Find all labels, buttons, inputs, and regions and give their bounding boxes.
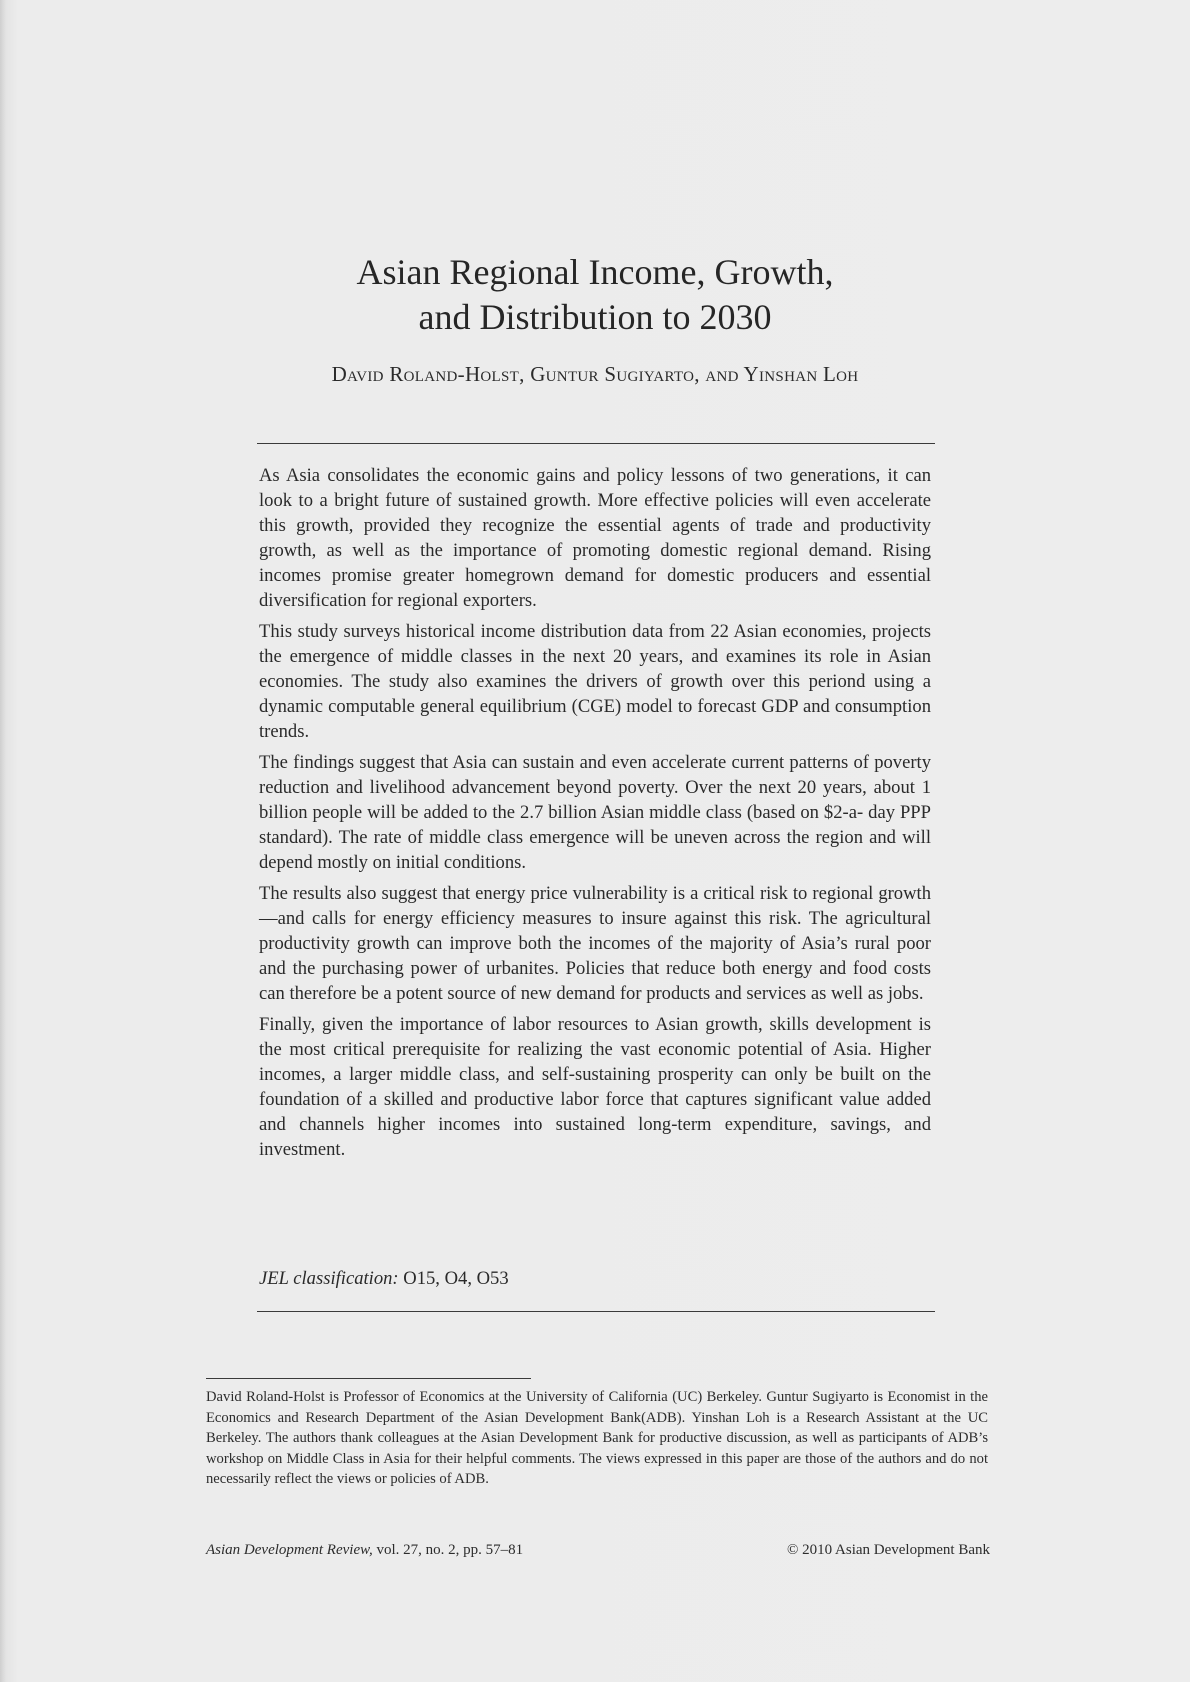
abstract <box>259 463 931 1168</box>
paper-title-line-2: and Distribution to 2030 <box>418 297 772 337</box>
abstract-paragraph: Finally, given the importance of labor resources to Asian growth, skills development is the most critical prerequisite for realizing the vast economic potential of Asia. Higher incomes, a larger middle class, and self-sustaining prosperity can only be built on the foundation of a skilled and productive labor force that captures significant value added and channels higher incomes into sustained long-term expenditure, savings, and investment. <box>259 1014 931 1160</box>
jel-label: JEL classification: <box>259 1268 399 1289</box>
jel-classification <box>259 1268 509 1290</box>
footnote-rule <box>206 1378 531 1379</box>
abstract-bottom-rule <box>257 1311 935 1312</box>
journal-name: Asian Development Review, <box>206 1542 373 1558</box>
abstract-paragraph: As Asia consolidates the economic gains and policy lessons of two generations, it can look to a bright future of sustained growth. More effective policies will even accelerate this growth, provided they recognize the essential agents of trade and productivity growth, as well as the importance of promoting domestic regional demand. Rising incomes promise greater homegrown demand for domestic producers and essential diversification for regional exporters. <box>259 465 931 611</box>
abstract-paragraph: The findings suggest that Asia can sustain and even accelerate current patterns of poverty reduction and livelihood advancement beyond poverty. Over the next 20 years, about 1 billion people will be added to the 2.7 billion Asian middle class (based on $2-a- day PPP standard). The rate of middle class emergence will be uneven across the region and will depend mostly on initial conditions. <box>259 752 931 873</box>
paper-authors: David Roland-Holst, Guntur Sugiyarto, and Yinshan Loh <box>331 362 859 386</box>
abstract-top-rule <box>257 443 935 444</box>
paper-title-line-1: Asian Regional Income, Growth, <box>356 252 834 292</box>
abstract-paragraph: The results also suggest that energy price vulnerability is a critical risk to regional growth—and calls for energy efficiency measures to insure against this risk. The agricultural productivity growth can improve both the incomes of the majority of Asia’s rural poor and the purchasing power of urbanites. Policies that reduce both energy and food costs can therefore be a potent source of new demand for products and services as well as jobs. <box>259 883 931 1004</box>
abstract-paragraph: This study surveys historical income distribution data from 22 Asian economies, projects the emergence of middle classes in the next 20 years, and examines its role in Asian economies. The study also examines the drivers of growth over this periond using a dynamic computable general equilibrium (CGE) model to forecast GDP and consumption trends. <box>259 621 931 742</box>
paper-title <box>0 250 1190 340</box>
author-footnote: David Roland-Holst is Professor of Economics at the University of California (UC) Berkeley. Guntur Sugiyarto is Economist in the Economics and Research Department of the Asian Development Bank(ADB). Yinshan Loh is a Research Assistant at the UC Berkeley. The authors thank colleagues at the Asian Development Bank for productive discussion, as well as participants of ADB’s workshop on Middle Class in Asia for their helpful comments. The views expressed in this paper are those of the authors and do not necessarily reflect the views or policies of ADB. <box>206 1389 988 1487</box>
jel-codes: O15, O4, O53 <box>403 1268 509 1289</box>
journal-citation <box>206 1542 523 1559</box>
journal-details: vol. 27, no. 2, pp. 57–81 <box>376 1542 524 1558</box>
copyright-notice: © 2010 Asian Development Bank <box>786 1542 990 1558</box>
